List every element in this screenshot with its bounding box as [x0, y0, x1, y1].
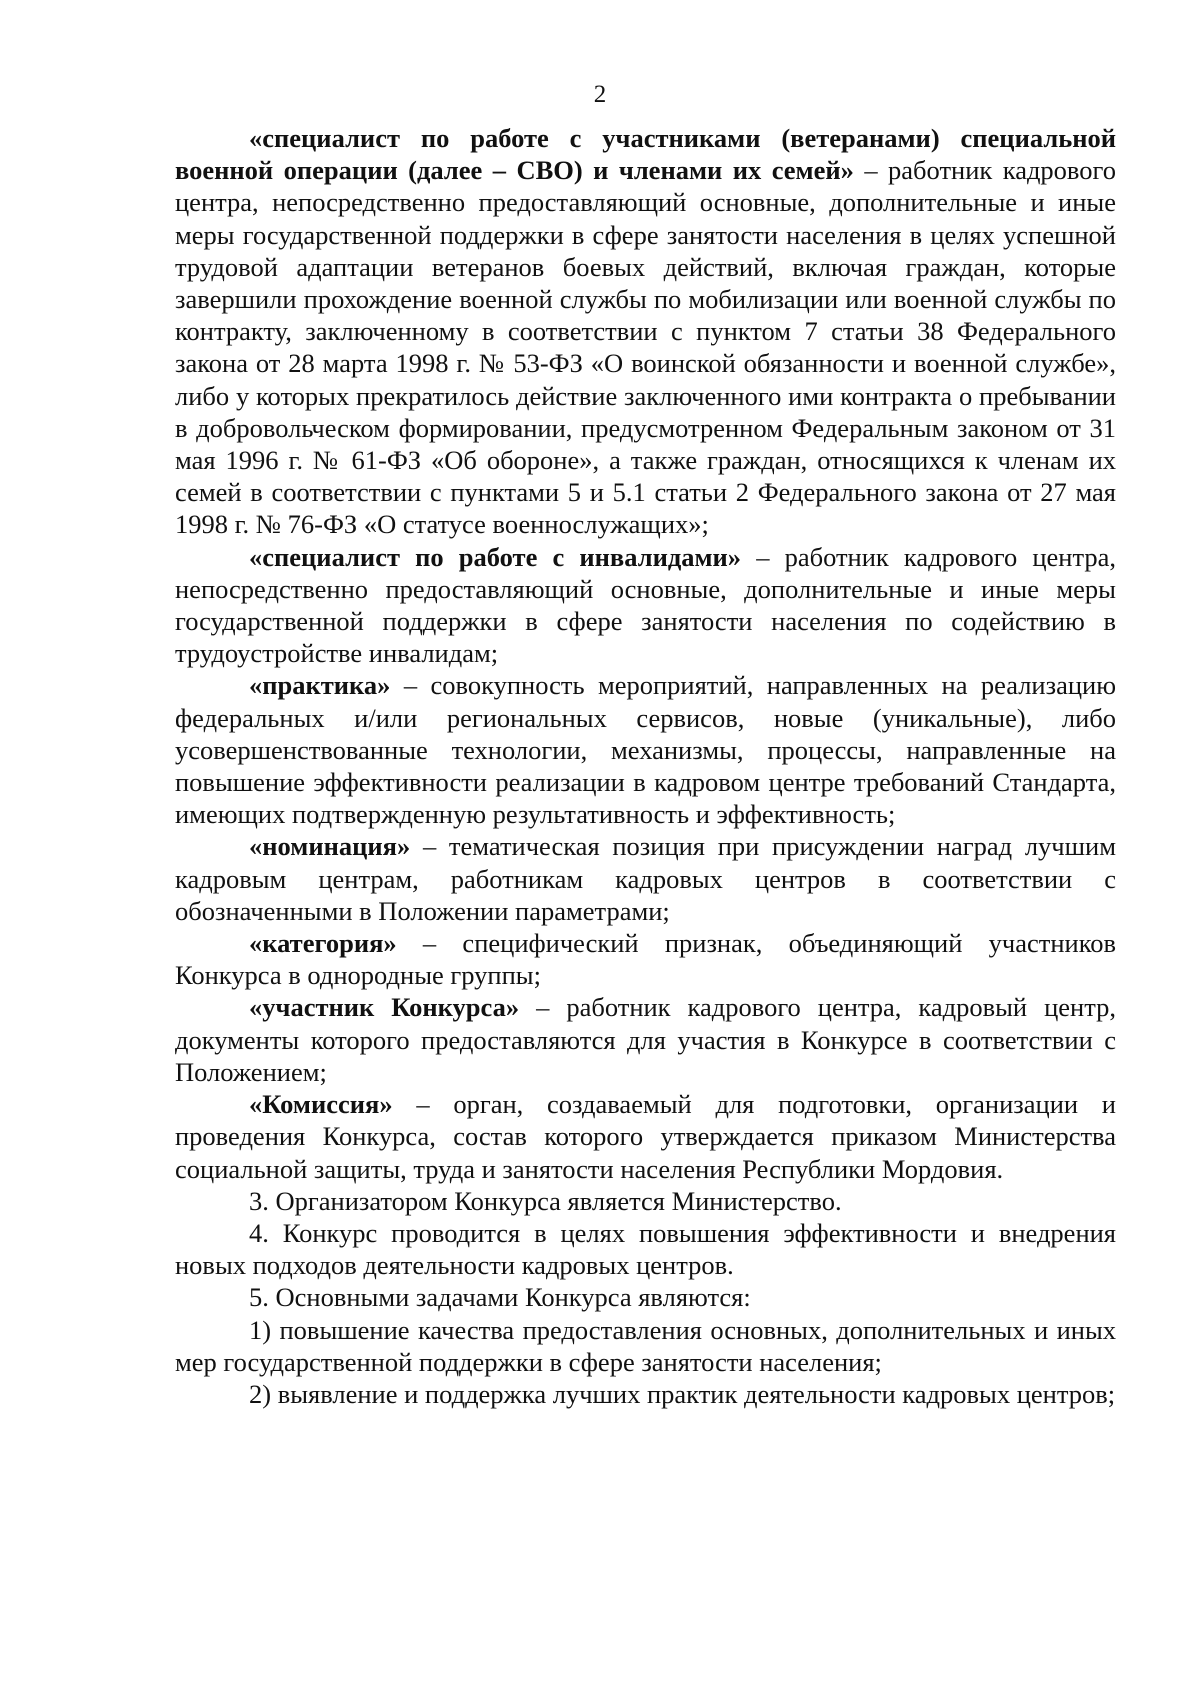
document-body [175, 122, 1116, 1410]
term-practice: «практика» [249, 670, 391, 701]
page-number: 2 [593, 81, 607, 108]
term-commission: «Комиссия» [249, 1089, 393, 1120]
term-nomination: «номинация» [249, 831, 411, 862]
term-disability-specialist: «специалист по работе с инвалидами» [249, 541, 742, 572]
definition-text: – специфический признак, объединяющий участников Конкурса в однородные группы; [175, 928, 1116, 991]
definition-contest-participant [175, 991, 1116, 1088]
task-item-2: 2) выявление и поддержка лучших практик деятельности кадровых центров; [249, 1378, 1116, 1409]
definition-disability-specialist [175, 541, 1116, 670]
term-contest-participant: «участник Конкурса» [249, 992, 520, 1023]
clause-4-purpose: 4. Конкурс проводится в целях повышения эффективности и внедрения новых подходов деятельности кадровых центров. [175, 1217, 1116, 1281]
clause-5-tasks-heading: 5. Основными задачами Конкурса являются: [249, 1282, 751, 1313]
definition-text: – тематическая позиция при присуждении наград лучшим кадровым центрам, работникам кадровых центров в соответствии с обозначенными в Положении параметрами; [175, 831, 1116, 926]
term-category: «категория» [249, 928, 397, 959]
definition-text: – совокупность мероприятий, направленных на реализацию федеральных и/или региональных сервисов, новые (уникальные), либо усовершенствованные технологии, механизмы, процессы, направленные на повышение эффективности реализации в кадровом центре требований Стандарта, имеющих подтвержденную результативность и эффективность; [175, 670, 1116, 830]
task-item-1: 1) повышение качества предоставления основных, дополнительных и иных мер государственной поддержки в сфере занятости населения; [175, 1314, 1116, 1377]
definition-svo-specialist [175, 122, 1116, 541]
definition-nomination [175, 830, 1116, 927]
clause-3-organizer: 3. Организатором Конкурса является Министерство. [249, 1185, 842, 1216]
definition-text: – орган, создаваемый для подготовки, организации и проведения Конкурса, состав которого утверждается приказом Министерства социальной защиты, труда и занятости населения Республики Мордовия. [175, 1089, 1116, 1184]
definition-category [175, 927, 1116, 991]
definition-commission [175, 1088, 1116, 1185]
term-svo-specialist: «специалист по работе с участниками (ветеранами) специальной военной операции (далее – СВО) и членами их семей» [175, 123, 1116, 186]
definition-text: – работник кадрового центра, непосредственно предоставляющий основные, дополнительные и иные меры государственной поддержки в сфере занятости населения по содействию в трудоустройстве инвалидам; [175, 541, 1116, 669]
definition-text: – работник кадрового центра, кадровый центр, документы которого предоставляются для участия в Конкурсе в соответствии с Положением; [175, 992, 1116, 1087]
definition-practice [175, 669, 1116, 830]
definition-text: – работник кадрового центра, непосредственно предоставляющий основные, дополнительные и иные меры государственной поддержки в сфере занятости населения в целях успешной трудовой адаптации ветеранов боевых действий, включая граждан, которые завершили прохождение военной службы по мобилизации или военной службы по контракту, заключенному в соответствии с пунктом 7 статьи 38 Федерального закона от 28 марта 1998 г. № 53-ФЗ «О воинской обязанности и военной службе», либо у которых прекратилось действие заключенного ими контракта о пребывании в добровольческом формировании, предусмотренном Федеральным законом от 31 мая 1996 г. № 61-ФЗ «Об обороне», а также граждан, относящихся к членам их семей в соответствии с пунктами 5 и 5.1 статьи 2 Федерального закона от 27 мая 1998 г. № 76-ФЗ «О статусе военнослужащих»; [175, 155, 1116, 540]
